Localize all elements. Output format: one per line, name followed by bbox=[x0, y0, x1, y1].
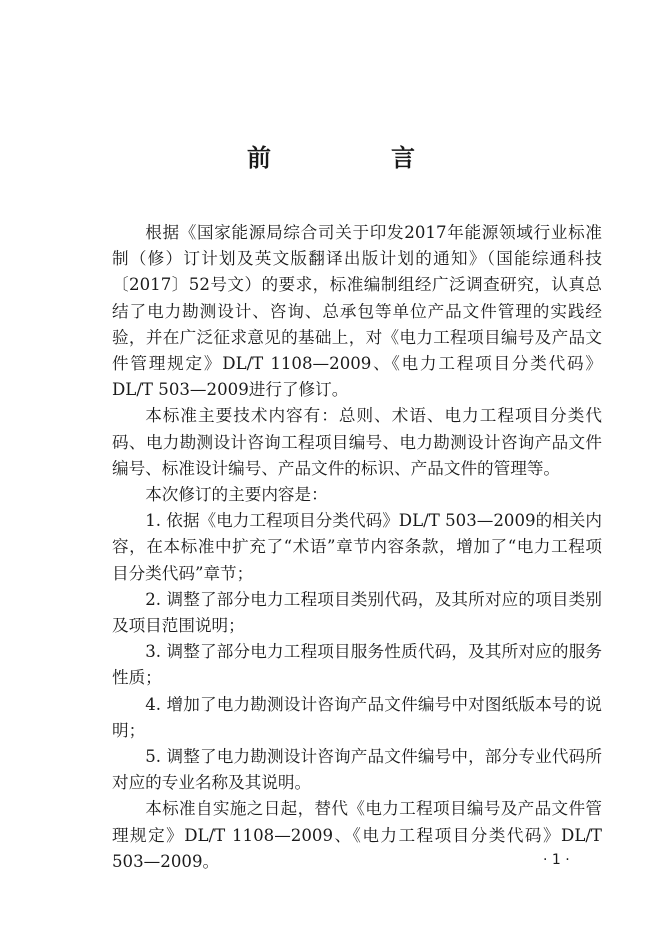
main-content-paragraph: 本标准主要技术内容有：总则、术语、电力工程项目分类代码、电力勘测设计咨询工程项目编号、电力勘测设计咨询产品文件编号、标准设计编号、产品文件的标识、产品文件的管理等。 bbox=[112, 406, 602, 478]
intro-paragraph: 根据《国家能源局综合司关于印发2017年能源领域行业标准制（修）订计划及英文版翻译出版计划的通知》（国能综通科技〔2017〕52号文）的要求，标准编制组经广泛调查研究，认真总结了电力勘测设计、咨询、总承包等单位产品文件管理的实践经验，并在广泛征求意见的基础上，对《电力工程项目编号及产品文件管理规定》DL/T 1108—2009、《电力工程项目分类代码》DL/T 503—2009进行了修订。 bbox=[112, 223, 602, 400]
revision-item: 5. 调整了电力勘测设计咨询产品文件编号中，部分专业代码所对应的专业名称及其说明。 bbox=[112, 747, 602, 793]
revision-item: 4. 增加了电力勘测设计咨询产品文件编号中对图纸版本号的说明； bbox=[112, 694, 602, 740]
closing-paragraph: 本标准自实施之日起，替代《电力工程项目编号及产品文件管理规定》DL/T 1108—2009、《电力工程项目分类代码》DL/T 503—2009。 bbox=[112, 799, 602, 871]
page-title: 前 言 bbox=[247, 144, 463, 172]
revision-item: 2. 调整了部分电力工程项目类别代码，及其所对应的项目类别及项目范围说明； bbox=[112, 589, 602, 636]
page-number: · 1 · bbox=[543, 852, 570, 868]
revision-item: 1. 依据《电力工程项目分类代码》DL/T 503—2009的相关内容，在本标准中扩充了“术语”章节内容条款，增加了“电力工程项目分类代码”章节； bbox=[112, 511, 602, 583]
preface-body bbox=[112, 220, 602, 875]
revision-intro-paragraph: 本次修订的主要内容是： bbox=[145, 485, 328, 505]
revision-item: 3. 调整了部分电力工程项目服务性质代码，及其所对应的服务性质； bbox=[112, 642, 602, 688]
